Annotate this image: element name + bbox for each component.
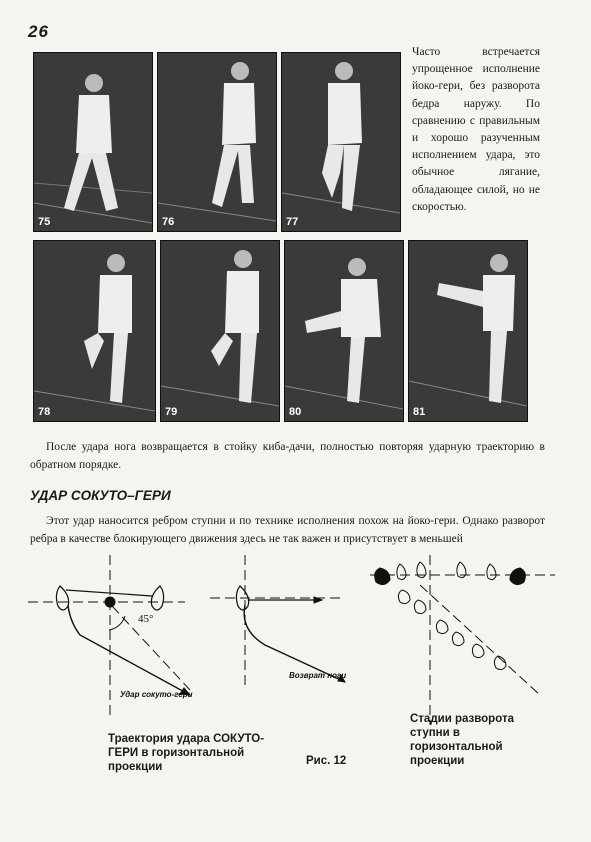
paragraph-sokuto-geri: Этот удар наносится ребром ступни и по технике исполнения похож на йоко-гери. Однако разворот ребра в качестве блокирующего движения здесь не так важен и присутствует в меньшей	[30, 515, 545, 545]
paragraph-return-stance: После удара нога возвращается в стойку киба-дачи, полностью повторяя ударную траекторию в обратном порядке.	[30, 441, 545, 471]
photo-label: 80	[289, 406, 302, 418]
figure-label: Рис. 12	[306, 755, 347, 767]
photo-81	[408, 240, 528, 422]
return-label: Возврат ноги	[289, 671, 347, 680]
photo-79	[160, 240, 280, 422]
karate-figure-illustration	[282, 53, 400, 231]
section-heading: УДАР СОКУТО–ГЕРИ	[30, 488, 171, 503]
knee-pivot-icon	[105, 597, 115, 607]
karate-figure-illustration	[161, 241, 279, 421]
angle-label: 45°	[138, 613, 154, 625]
photo-label: 81	[413, 406, 426, 418]
side-text: Часто встречается упрощенное исполнение йоко-гери, без разворота бедра наружу. По сравнению с правильным и хорошо разученным исполнением удара, это обычное лягание, обладающее силой, но не скоростью.	[412, 46, 540, 213]
karate-figure-illustration	[34, 241, 155, 421]
photo-label: 78	[38, 406, 51, 418]
photo-75	[33, 52, 153, 232]
karate-figure-illustration	[34, 53, 152, 231]
photo-76	[157, 52, 277, 232]
caption-trajectory: Траектория удара СОКУТО-ГЕРИ в горизонтальной проекции	[108, 733, 265, 773]
karate-figure-illustration	[285, 241, 403, 421]
photo-label: 76	[162, 216, 175, 228]
foot-icon	[151, 586, 163, 610]
photo-label: 79	[165, 406, 178, 418]
photo-80	[284, 240, 404, 422]
photo-label: 75	[38, 216, 51, 228]
photo-label: 77	[286, 216, 299, 228]
karate-figure-illustration	[409, 241, 527, 421]
photo-77	[281, 52, 401, 232]
photo-78	[33, 240, 156, 422]
karate-figure-illustration	[158, 53, 276, 231]
strike-label: Удар сокуто-гери	[120, 690, 193, 699]
caption-foot-stages: Стадии разворота ступни в горизонтальной проекции	[410, 713, 514, 767]
page-number: 26	[28, 22, 49, 41]
